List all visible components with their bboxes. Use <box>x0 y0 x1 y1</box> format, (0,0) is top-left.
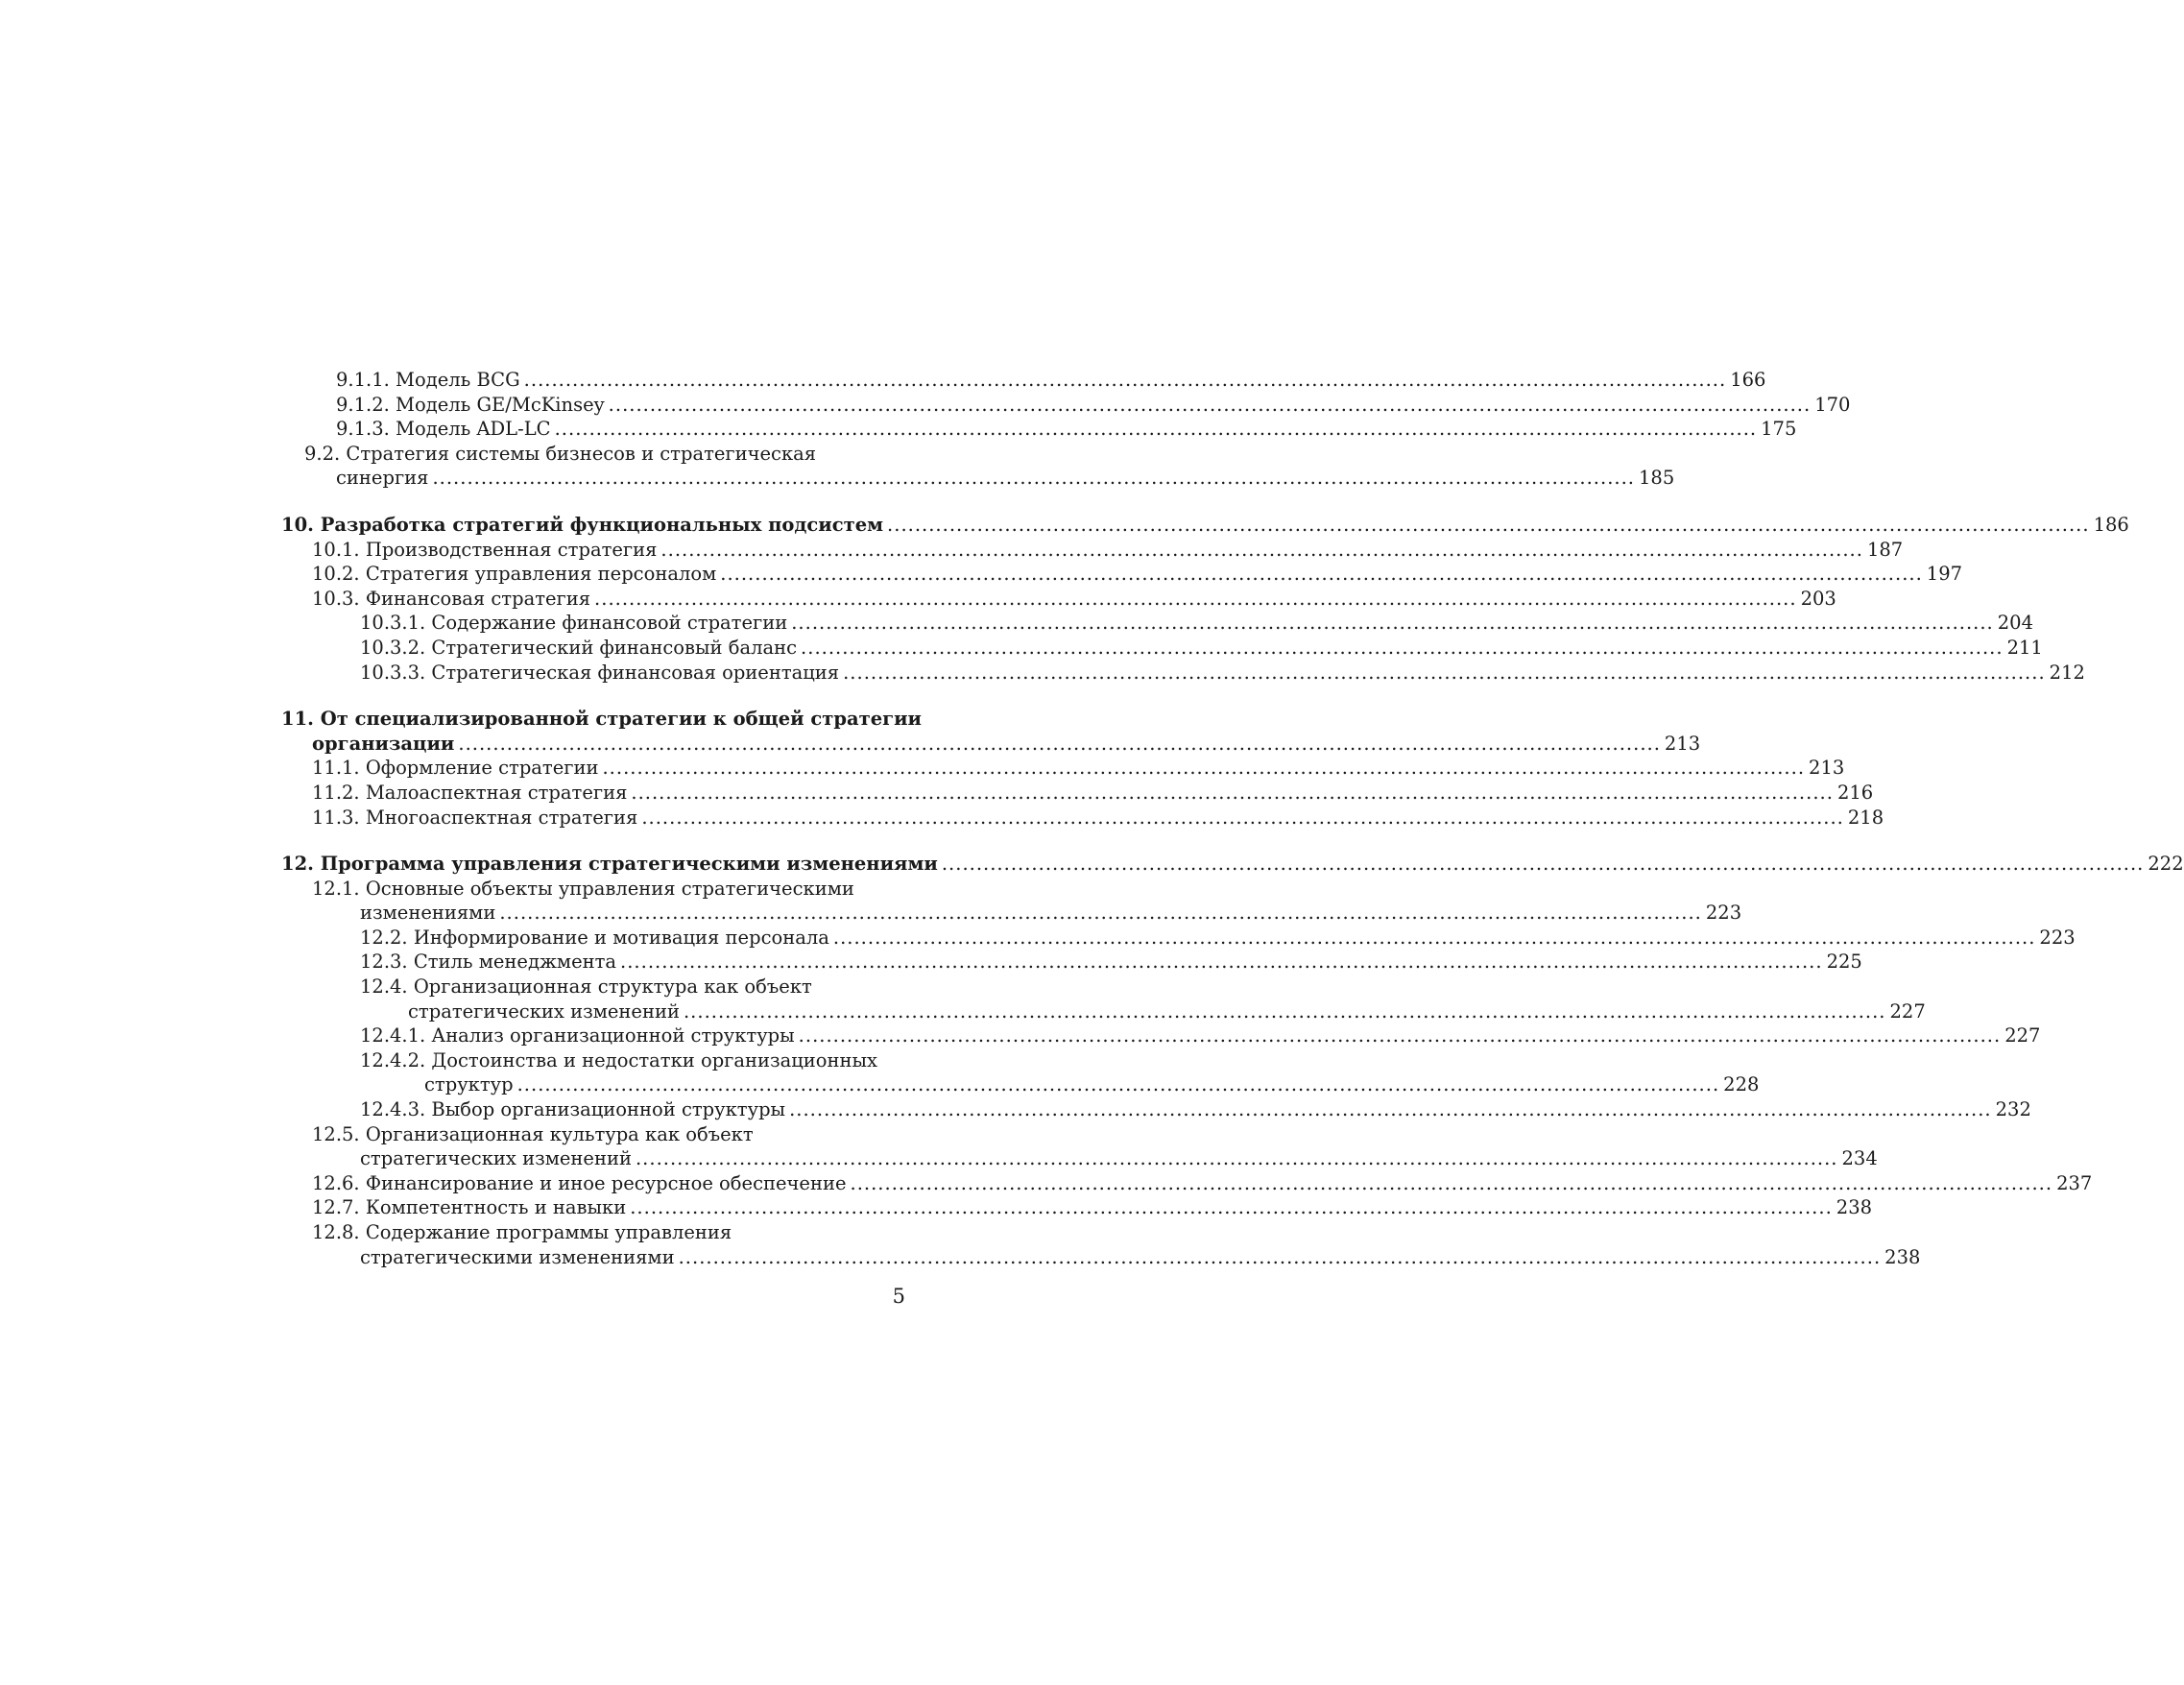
toc-entry-continuation[interactable] <box>281 999 1926 1024</box>
toc-entry[interactable] <box>281 781 1874 806</box>
toc-leader-dots <box>517 1072 1720 1097</box>
toc-entry-page: 218 <box>1847 806 1884 829</box>
toc-leader-dots <box>631 781 1834 806</box>
toc-entry-page: 228 <box>1723 1073 1760 1096</box>
toc-leader-dots <box>636 1146 1838 1171</box>
toc-entry[interactable] <box>281 756 1845 781</box>
toc-entry-title: 12.3. Стиль менеджмента <box>360 951 617 974</box>
toc-entry[interactable] <box>281 417 1797 442</box>
toc-leader-dots <box>942 852 2145 877</box>
toc-entry-title: 11.1. Оформление стратегии <box>312 757 599 780</box>
toc-entry-title: 12.4.3. Выбор организационной структуры <box>360 1098 786 1121</box>
toc-chapter-title: организации <box>312 732 455 755</box>
toc-entry-page: 212 <box>2049 661 2085 684</box>
toc-entry-title: 12.7. Компетентность и навыки <box>312 1196 627 1219</box>
toc-entry-page: 223 <box>2039 926 2076 949</box>
toc-entry-page: 186 <box>2093 513 2129 536</box>
toc-entry-page: 237 <box>2056 1171 2093 1194</box>
toc-entry[interactable] <box>281 1220 905 1245</box>
toc-entry-title: 12.8. Содержание программы управления <box>312 1221 732 1243</box>
toc-entry[interactable] <box>281 587 1836 612</box>
toc-entry-page: 211 <box>2006 636 2043 659</box>
toc-entry[interactable] <box>281 1195 1873 1220</box>
toc-entry-title: 10.3.2. Стратегический финансовый баланс <box>360 636 798 659</box>
toc-leader-dots <box>641 806 1844 830</box>
toc-entry-title: 12.4.1. Анализ организационной структуры <box>360 1024 795 1047</box>
toc-leader-dots <box>684 999 1886 1024</box>
toc-leader-dots <box>432 466 1635 491</box>
toc-entry-title: стратегических изменений <box>360 1147 632 1170</box>
toc-leader-dots <box>833 926 2036 951</box>
toc-entry-page: 222 <box>2148 853 2184 876</box>
toc-entry-title: структур <box>424 1073 514 1096</box>
toc-entry-continuation[interactable] <box>281 1146 1878 1171</box>
toc-leader-dots <box>630 1195 1833 1220</box>
toc-chapter[interactable] <box>281 707 922 732</box>
toc-entry-page: 213 <box>1664 732 1701 755</box>
toc-entry[interactable] <box>281 393 1851 418</box>
toc-entry-page: 234 <box>1841 1147 1878 1170</box>
toc-entry-title: 9.1.3. Модель ADL-LC <box>336 418 551 441</box>
toc-leader-dots <box>801 636 2004 661</box>
toc-entry-title: 10.3.1. Содержание финансовой стратегии <box>360 612 788 635</box>
toc-leader-dots <box>620 950 1823 975</box>
toc-entry-page: 232 <box>1995 1098 2031 1121</box>
toc-entry-page: 213 <box>1809 757 1845 780</box>
toc-entry-title: 11.2. Малоаспектная стратегия <box>312 781 628 804</box>
toc-leader-dots <box>524 368 1727 393</box>
toc-entry-title: 10.1. Производственная стратегия <box>312 538 658 561</box>
toc-entry-title: стратегических изменений <box>408 999 680 1023</box>
toc-leader-dots <box>791 611 1994 636</box>
page-number: 5 <box>892 1285 905 1308</box>
toc-entry-continuation[interactable] <box>281 1245 1921 1270</box>
toc-entry-page: 216 <box>1836 781 1874 804</box>
toc-entry-page: 197 <box>1926 563 1963 586</box>
toc-leader-dots <box>602 756 1805 781</box>
section-gap <box>281 830 905 852</box>
toc-entry[interactable] <box>281 442 905 467</box>
section-gap <box>281 491 905 513</box>
toc-entry[interactable] <box>281 1171 2093 1196</box>
toc-chapter-title: 12. Программа управления стратегическими изменениями <box>281 853 938 876</box>
toc-chapter-title: 10. Разработка стратегий функциональных подсистем <box>281 513 884 536</box>
toc-entry[interactable] <box>281 538 1904 563</box>
toc-entry-page: 223 <box>1705 902 1742 925</box>
toc-entry-title: изменениями <box>360 902 496 925</box>
toc-leader-dots <box>609 393 1812 418</box>
toc-entry-page: 225 <box>1826 951 1862 974</box>
toc-entry-page: 166 <box>1730 369 1766 391</box>
toc-entry[interactable] <box>281 1122 905 1147</box>
toc-entry-page: 238 <box>1836 1196 1873 1219</box>
toc-entry[interactable] <box>281 368 1766 393</box>
toc-entry-page: 204 <box>1997 612 2033 635</box>
toc-entry[interactable] <box>281 611 2033 636</box>
toc-leader-dots <box>851 1171 2053 1196</box>
toc-leader-dots <box>499 901 1702 926</box>
toc-entry-page: 187 <box>1866 538 1904 561</box>
toc-entry[interactable] <box>281 950 1862 975</box>
toc-entry-title: 12.4.2. Достоинства и недостатки организационных <box>360 1048 878 1071</box>
toc-entry-title: 12.5. Организационная культура как объект <box>312 1122 754 1145</box>
toc-leader-dots <box>799 1023 2002 1048</box>
toc-chapter[interactable] <box>281 852 2184 877</box>
toc-entry[interactable] <box>281 562 1963 587</box>
toc-entry-title: 9.1.2. Модель GE/McKinsey <box>336 393 605 416</box>
toc-entry-page: 227 <box>2004 1024 2041 1047</box>
toc-entry-title: 9.2. Стратегия системы бизнесов и стратегическая <box>304 442 817 465</box>
toc-leader-dots <box>887 513 2090 538</box>
toc-leader-dots <box>458 732 1661 757</box>
toc-entry-title: 10.3. Финансовая стратегия <box>312 587 591 610</box>
toc-leader-dots <box>555 417 1758 442</box>
toc-entry[interactable] <box>281 636 2043 661</box>
toc-entry-continuation[interactable] <box>281 466 1675 491</box>
toc-entry[interactable] <box>281 806 1884 830</box>
toc-entry[interactable] <box>281 877 905 902</box>
toc-entry[interactable] <box>281 1048 905 1073</box>
toc-entry-title: 12.6. Финансирование и иное ресурсное обеспечение <box>312 1171 847 1194</box>
toc-entry-title: 10.2. Стратегия управления персоналом <box>312 563 717 586</box>
toc-entry[interactable] <box>281 975 905 999</box>
toc-entry-title: 12.2. Информирование и мотивация персонала <box>360 926 829 949</box>
toc-leader-dots <box>720 562 1923 587</box>
section-gap <box>281 685 905 707</box>
toc-entry[interactable] <box>281 661 2085 686</box>
toc-chapter-title: 11. От специализированной стратегии к общей стратегии <box>281 708 922 731</box>
toc-entry[interactable] <box>281 926 2076 951</box>
toc-entry-page: 185 <box>1639 467 1675 490</box>
toc-entry-title: 12.4. Организационная структура как объект <box>360 975 812 999</box>
toc-entry-title: 12.1. Основные объекты управления стратегическими <box>312 877 854 900</box>
toc-chapter[interactable] <box>281 513 2129 538</box>
toc-entry-title: 11.3. Многоаспектная стратегия <box>312 806 638 829</box>
toc-entry-page: 175 <box>1761 418 1797 441</box>
toc-entry-title: 9.1.1. Модель BCG <box>336 369 520 391</box>
toc-entry-page: 227 <box>1889 999 1926 1023</box>
toc-leader-dots <box>789 1097 1992 1122</box>
toc-leader-dots <box>679 1245 1882 1270</box>
toc-leader-dots <box>660 538 1863 563</box>
table-of-contents <box>281 368 2184 1269</box>
toc-entry-title: 10.3.3. Стратегическая финансовая ориентация <box>360 661 840 684</box>
toc-entry-continuation[interactable] <box>281 1072 1760 1097</box>
toc-entry-page: 203 <box>1800 587 1836 610</box>
toc-entry-title: стратегическими изменениями <box>360 1245 675 1268</box>
toc-entry[interactable] <box>281 1097 2031 1122</box>
toc-entry-page: 238 <box>1884 1245 1921 1268</box>
toc-entry-continuation[interactable] <box>281 901 1742 926</box>
toc-leader-dots <box>594 587 1797 612</box>
toc-entry[interactable] <box>281 1023 2041 1048</box>
toc-leader-dots <box>843 661 2046 686</box>
toc-entry-title: синергия <box>336 467 429 490</box>
toc-entry-page: 170 <box>1814 393 1851 416</box>
toc-chapter-continuation[interactable] <box>281 732 1701 757</box>
